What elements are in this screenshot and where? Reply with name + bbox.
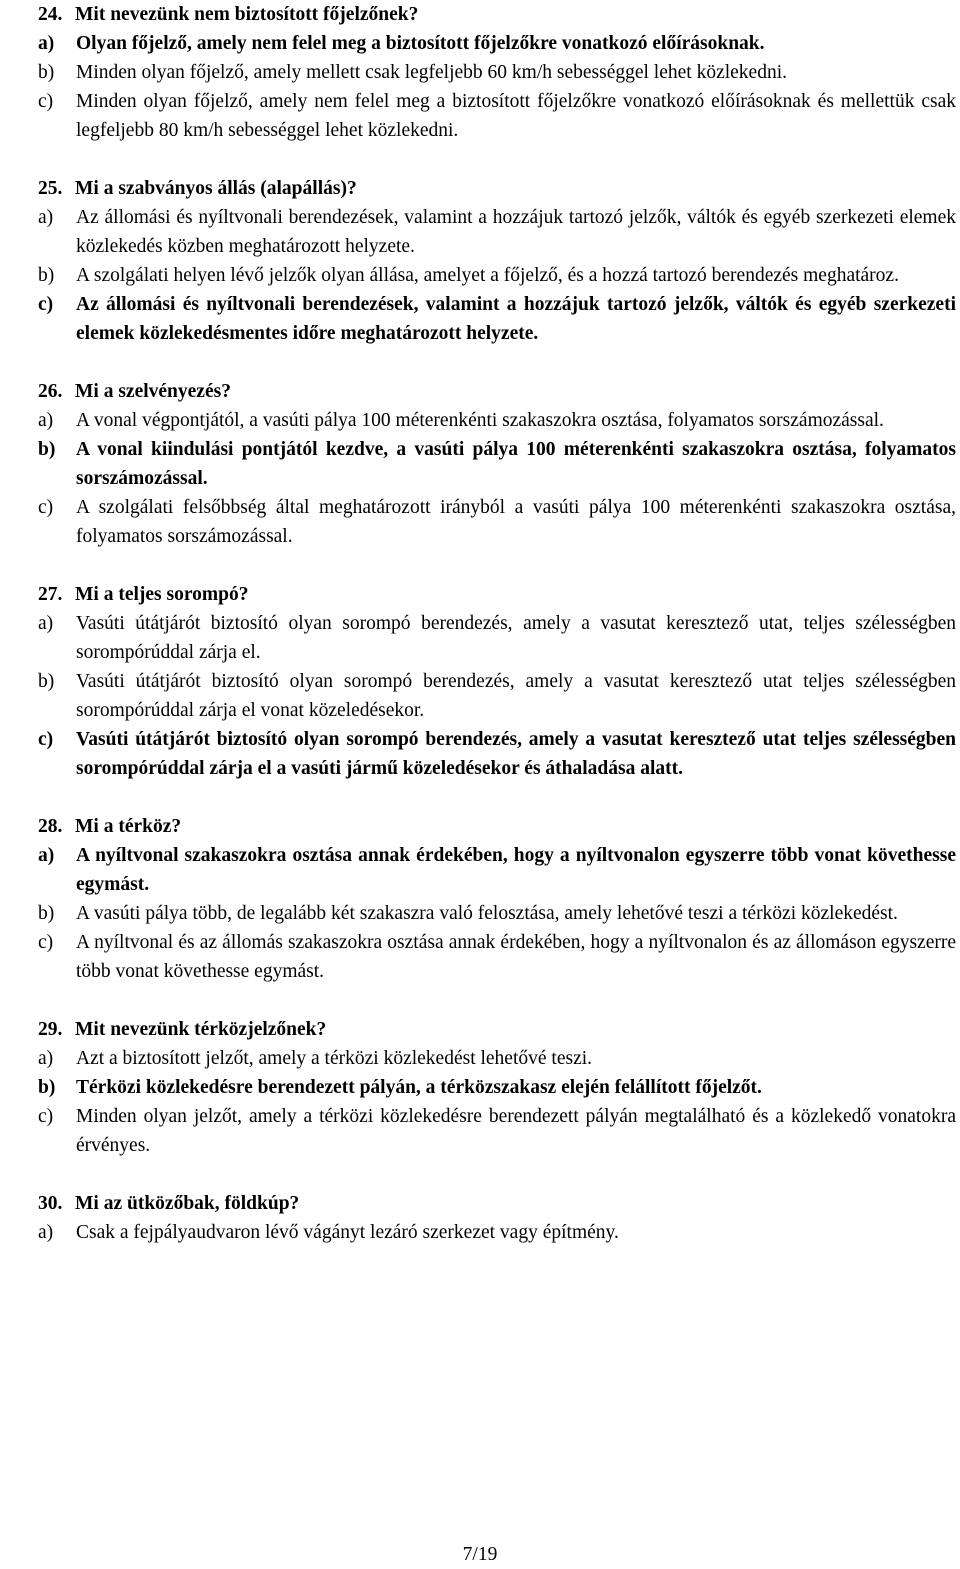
question-number: 26.: [38, 381, 63, 402]
question-title: [38, 174, 956, 203]
question-number: 25.: [38, 178, 63, 199]
answer-letter: b): [38, 62, 55, 83]
answer-text: Csak a fejpályaudvaron lévő vágányt lezáró szerkezet vagy építmény.: [76, 1222, 619, 1243]
question-text: Mi a térköz?: [75, 816, 182, 837]
answer-letter: b): [38, 439, 56, 460]
answer-letter: a): [38, 1222, 54, 1243]
answer-option: [38, 87, 956, 145]
answer-letter: c): [38, 1106, 54, 1127]
answer-option-correct: [38, 1073, 956, 1102]
answer-option: [38, 406, 956, 435]
question-title: [38, 1015, 956, 1044]
answer-letter: c): [38, 729, 54, 750]
answer-text: Vasúti útátjárót biztosító olyan sorompó berendezés, amely a vasutat keresztező utat teljes szélességben sorompórúddal zárja el a vasúti jármű közeledésekor és áthaladása alatt.: [76, 729, 956, 779]
answer-letter: a): [38, 207, 54, 228]
answer-text: Minden olyan főjelző, amely mellett csak legfeljebb 60 km/h sebességgel lehet közlekedni.: [76, 62, 787, 83]
question-block: [38, 1015, 956, 1160]
answer-option: [38, 493, 956, 551]
answer-text: A nyíltvonal szakaszokra osztása annak érdekében, hogy a nyíltvonalon egyszerre több vonat követhesse egymást.: [76, 845, 956, 895]
answer-text: A vonal kiindulási pontjától kezdve, a vasúti pálya 100 méterenkénti szakaszokra osztása, folyamatos sorszámozással.: [76, 439, 956, 489]
answer-letter: c): [38, 294, 54, 315]
answer-option: [38, 58, 956, 87]
answer-option: [38, 609, 956, 667]
answer-text: Vasúti útátjárót biztosító olyan sorompó berendezés, amely a vasutat keresztező utat teljes szélességben sorompórúddal zárja el vonat közeledésekor.: [76, 671, 956, 721]
question-block: [38, 1189, 956, 1247]
answer-letter: b): [38, 265, 55, 286]
answer-text: Minden olyan főjelző, amely nem felel meg a biztosított főjelzőkre vonatkozó előírásoknak és mellettük csak legfeljebb 80 km/h sebességgel lehet közlekedni.: [76, 91, 956, 141]
answer-letter: b): [38, 1077, 56, 1098]
answer-letter: c): [38, 932, 54, 953]
answer-option-correct: [38, 725, 956, 783]
answer-letter: b): [38, 903, 55, 924]
answer-text: Minden olyan jelzőt, amely a térközi közlekedésre berendezett pályán megtalálható és a közlekedő vonatokra érvényes.: [76, 1106, 956, 1156]
answer-text: Vasúti útátjárót biztosító olyan sorompó berendezés, amely a vasutat keresztező utat, teljes szélességben sorompórúddal zárja el.: [76, 613, 956, 663]
question-title: [38, 377, 956, 406]
question-block: [38, 580, 956, 783]
answer-text: Az állomási és nyíltvonali berendezések, valamint a hozzájuk tartozó jelzők, váltók és egyéb szerkezeti elemek közlekedés közben meghatározott helyzete.: [76, 207, 956, 257]
question-text: Mit nevezünk térközjelzőnek?: [75, 1019, 327, 1040]
answer-text: Az állomási és nyíltvonali berendezések, valamint a hozzájuk tartozó jelzők, váltók és egyéb szerkezeti elemek közlekedésmentes időre meghatározott helyzete.: [76, 294, 956, 344]
question-number: 29.: [38, 1019, 63, 1040]
document-page: [38, 0, 956, 1247]
answer-text: Olyan főjelző, amely nem felel meg a biztosított főjelzőkre vonatkozó előírásoknak.: [76, 33, 765, 54]
question-text: Mi az ütközőbak, földkúp?: [75, 1193, 300, 1214]
question-text: Mi a teljes sorompó?: [75, 584, 249, 605]
question-number: 30.: [38, 1193, 63, 1214]
answer-letter: a): [38, 845, 55, 866]
answer-text: A szolgálati helyen lévő jelzők olyan állása, amelyet a főjelző, és a hozzá tartozó berendezés meghatároz.: [76, 265, 899, 286]
answer-text: A vasúti pálya több, de legalább két szakaszra való felosztása, amely lehetővé teszi a térközi közlekedést.: [76, 903, 898, 924]
answer-text: A szolgálati felsőbbség által meghatározott irányból a vasúti pálya 100 méterenkénti szakaszokra osztása, folyamatos sorszámozással.: [76, 497, 956, 547]
question-text: Mi a szelvényezés?: [75, 381, 231, 402]
question-text: Mit nevezünk nem biztosított főjelzőnek?: [75, 4, 419, 25]
answer-letter: b): [38, 671, 55, 692]
question-number: 27.: [38, 584, 63, 605]
answer-option-correct: [38, 841, 956, 899]
question-block: [38, 812, 956, 986]
answer-option: [38, 899, 956, 928]
answer-letter: a): [38, 613, 54, 634]
question-title: [38, 580, 956, 609]
question-block: [38, 0, 956, 145]
answer-option: [38, 1218, 956, 1247]
question-title: [38, 0, 956, 29]
answer-text: A nyíltvonal és az állomás szakaszokra osztása annak érdekében, hogy a nyíltvonalon és az állomáson egyszerre több vonat követhesse egymást.: [76, 932, 956, 982]
question-block: [38, 174, 956, 348]
answer-text: A vonal végpontjától, a vasúti pálya 100 méterenkénti szakaszokra osztása, folyamatos sorszámozással.: [76, 410, 884, 431]
answer-letter: c): [38, 91, 54, 112]
question-block: [38, 377, 956, 551]
answer-option-correct: [38, 29, 956, 58]
answer-letter: a): [38, 33, 55, 54]
question-title: [38, 1189, 956, 1218]
question-text: Mi a szabványos állás (alapállás)?: [75, 178, 357, 199]
answer-option-correct: [38, 435, 956, 493]
answer-option: [38, 1044, 956, 1073]
answer-option: [38, 928, 956, 986]
answer-letter: a): [38, 410, 54, 431]
answer-text: Térközi közlekedésre berendezett pályán, a térközszakasz elején felállított főjelzőt.: [76, 1077, 762, 1098]
question-number: 24.: [38, 4, 63, 25]
answer-option: [38, 203, 956, 261]
answer-option: [38, 667, 956, 725]
answer-option-correct: [38, 290, 956, 348]
question-number: 28.: [38, 816, 63, 837]
question-title: [38, 812, 956, 841]
answer-option: [38, 1102, 956, 1160]
answer-text: Azt a biztosított jelzőt, amely a térközi közlekedést lehetővé teszi.: [76, 1048, 593, 1069]
answer-letter: a): [38, 1048, 54, 1069]
answer-option: [38, 261, 956, 290]
answer-letter: c): [38, 497, 54, 518]
page-number: 7/19: [462, 1544, 498, 1565]
